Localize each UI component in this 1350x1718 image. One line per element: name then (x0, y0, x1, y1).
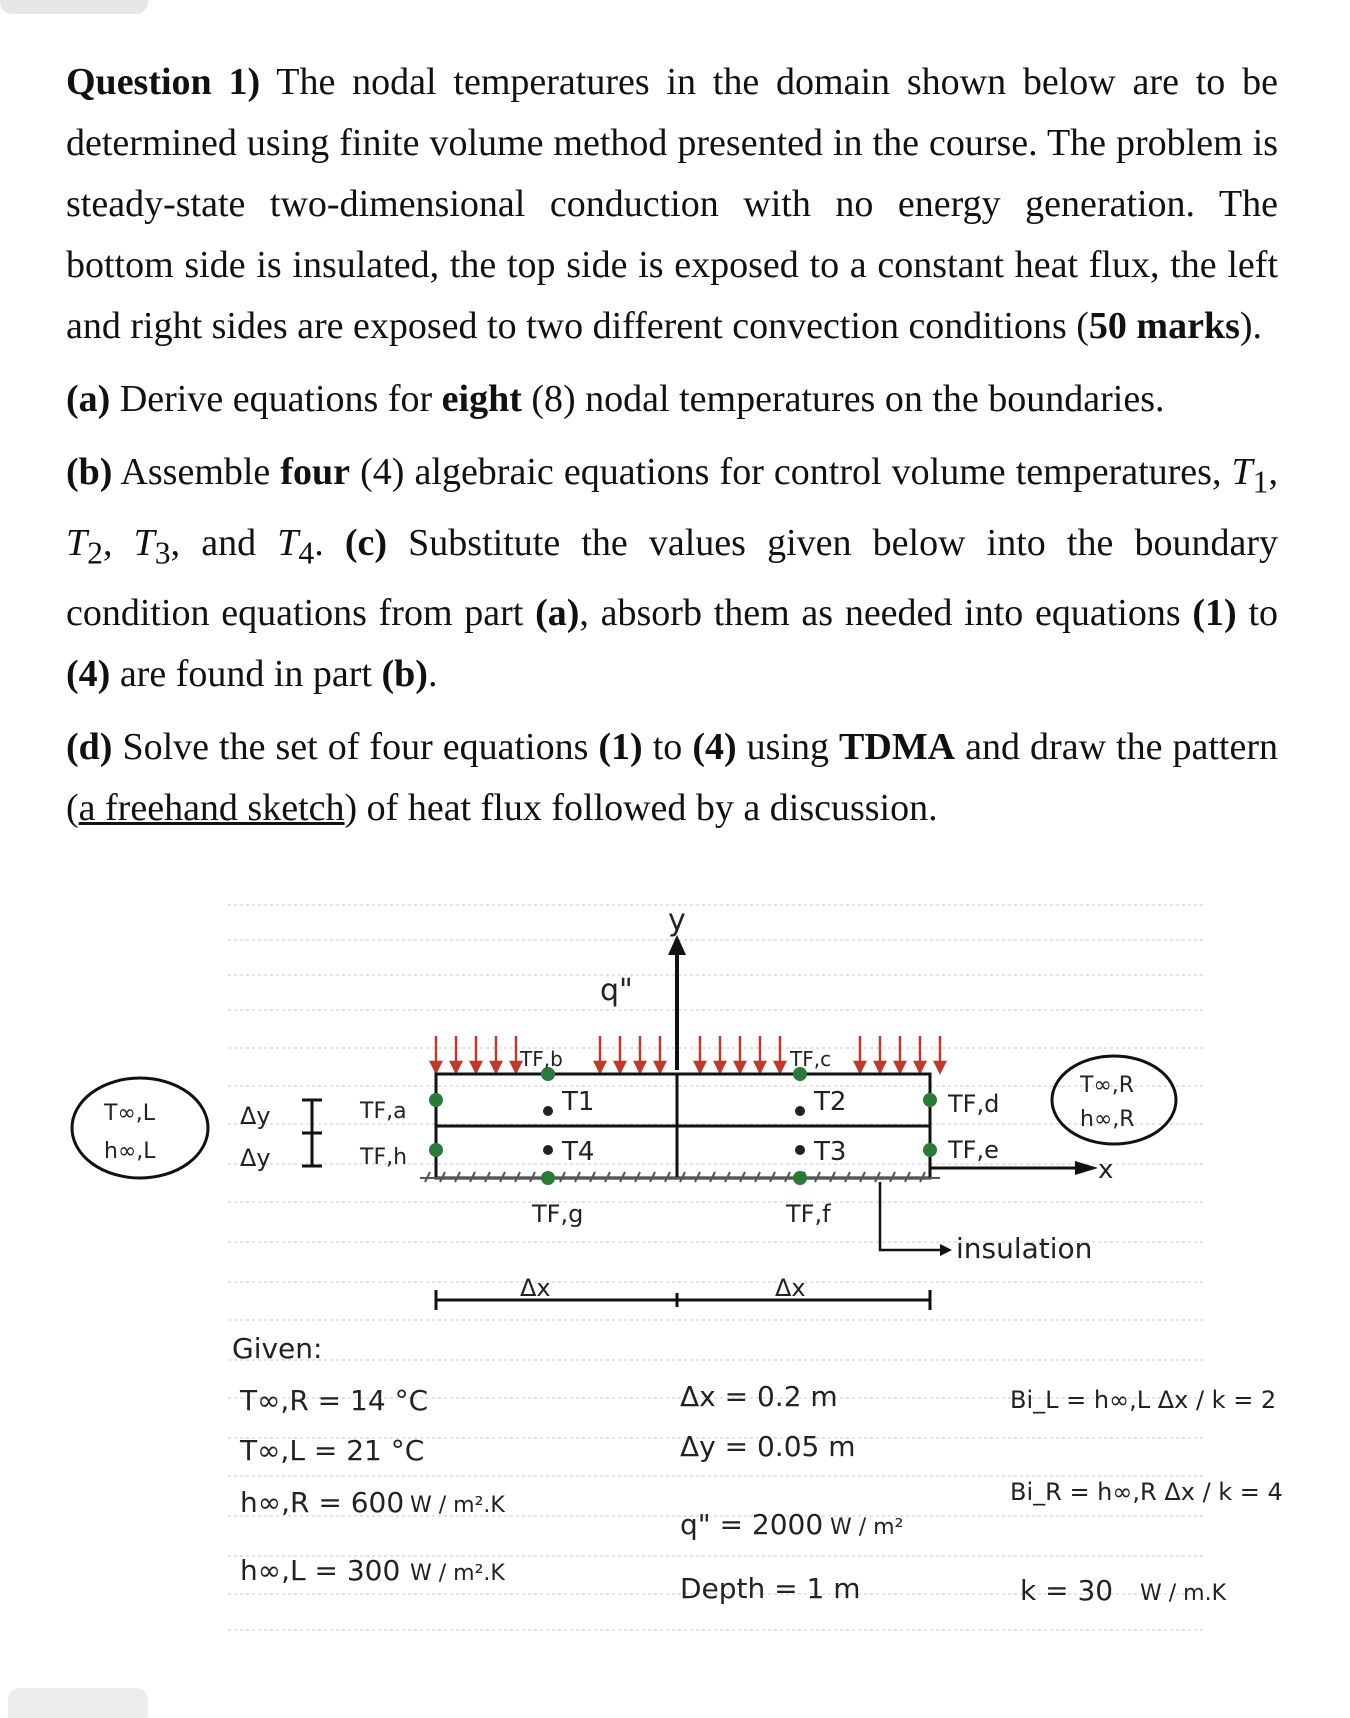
dy-brackets (302, 1100, 322, 1166)
given-title: Given: (232, 1332, 323, 1365)
y-axis-label: y (668, 903, 686, 938)
given-q: q" = 2000 (680, 1508, 824, 1541)
dy-upper: Δy (240, 1102, 271, 1130)
given-bi-r: Bi_R = h∞,R Δx / k = 4 (1010, 1478, 1283, 1506)
node-tfh: TF,h (360, 1145, 408, 1170)
node-t3: T3 (814, 1137, 847, 1167)
question-intro: Question 1) The nodal temperatures in the domain shown below are to be determined using finite volume method presented in the course. The problem is steady-state two-dimensional conduction with no energy generation. The bottom side is insulated, the top side is exposed to a constant heat flux, the left and right sides are exposed to two different convection conditions (50 marks). (66, 61, 1278, 347)
given-unit-q: W / m² (830, 1515, 904, 1540)
dx-dimension-line (436, 1290, 930, 1310)
given-dy: Δy = 0.05 m (680, 1430, 856, 1463)
node-t4: T4 (562, 1137, 595, 1167)
insulation-hatch (420, 1172, 940, 1182)
node-t1: T1 (562, 1087, 595, 1117)
left-tinf: T∞,L (104, 1101, 156, 1126)
part-a: (a) Derive equations for eight (8) nodal temperatures on the boundaries. (66, 378, 1165, 420)
node-tfa: TF,a (360, 1099, 407, 1124)
given-h-l: h∞,L = 300 (240, 1554, 401, 1587)
node-tff: TF,f (786, 1200, 831, 1228)
domain (436, 1074, 930, 1178)
insulation-label: insulation (956, 1232, 1093, 1265)
x-axis-label: x (1098, 1155, 1114, 1185)
right-hinf: h∞,R (1080, 1107, 1135, 1132)
left-hinf: h∞,L (104, 1139, 156, 1164)
question-title: Question 1) (66, 61, 261, 103)
given-tinf-l: T∞,L = 21 °C (240, 1434, 425, 1467)
given-unit-h-r: W / m².K (410, 1493, 505, 1518)
right-tinf: T∞,R (1080, 1073, 1135, 1098)
node-tfg: TF,g (532, 1200, 584, 1228)
given-k: k = 30 (1020, 1574, 1114, 1607)
node-tfd: TF,d (948, 1090, 1000, 1118)
given-unit-k: W / m.K (1140, 1581, 1227, 1606)
given-dx: Δx = 0.2 m (680, 1380, 838, 1413)
dx-first: Δx (520, 1274, 551, 1302)
insulation-leader-arrow (940, 1244, 952, 1256)
node-tfc: TF,c (790, 1047, 832, 1071)
given-bi-l: Bi_L = h∞,L Δx / k = 2 (1010, 1386, 1277, 1414)
node-t2: T2 (814, 1087, 847, 1117)
node-tfb: TF,b (520, 1047, 563, 1071)
dx-second: Δx (775, 1274, 806, 1302)
given-depth: Depth = 1 m (680, 1572, 861, 1605)
dy-lower: Δy (240, 1144, 271, 1172)
given-unit-h-l: W / m².K (410, 1561, 505, 1586)
flux-label: q" (600, 973, 633, 1008)
part-d: (d) Solve the set of four equations (1) to (4) using TDMA and draw the pattern (a freehand sketch) of heat flux followed by a discussion. (66, 726, 1278, 830)
y-axis-arrow (668, 935, 686, 955)
node-tfe: TF,e (948, 1136, 999, 1164)
given-tinf-r: T∞,R = 14 °C (240, 1384, 429, 1417)
part-b-c: (b) Assemble four (4) algebraic equations for control volume temperatures, $T_1$, $T_2$, $T_3$, and $T_4$. (c) Substitute the values given below into the boundary condition equations from part (a), absorb them as needed into equations (1) to (4) are found in part (b). (66, 451, 1279, 696)
heat-flux-arrows (431, 1036, 945, 1072)
given-h-r: h∞,R = 600 (240, 1486, 405, 1519)
bottom-tab (8, 1688, 148, 1718)
insulation-leader (880, 1182, 945, 1250)
